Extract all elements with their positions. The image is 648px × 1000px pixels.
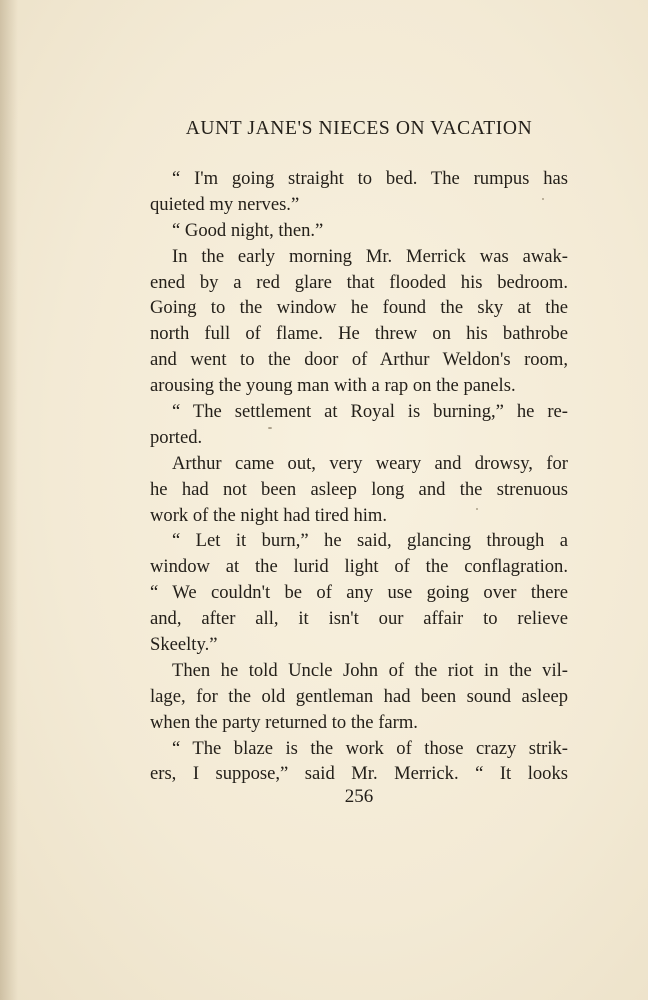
running-head: AUNT JANE'S NIECES ON VACATION — [185, 118, 533, 139]
paper-speck — [542, 198, 544, 200]
text-line: “ Good night, then.” — [172, 219, 324, 241]
paper-speck — [268, 427, 272, 429]
text-line: ported. — [150, 426, 203, 448]
text-line: ers, I suppose,” said Mr. Merrick. “ It looks — [150, 763, 568, 785]
text-line: and, after all, it isn't our affair to relieve — [150, 608, 568, 630]
text-line: quieted my nerves.” — [150, 193, 300, 215]
text-line: ened by a red glare that flooded his bedroom. — [150, 271, 568, 293]
text-line: he had not been asleep long and the strenuous — [150, 478, 568, 500]
paper-speck — [476, 508, 478, 510]
text-line: “ I'm going straight to bed. The rumpus has — [172, 168, 568, 189]
body-text — [150, 166, 568, 787]
text-line: north full of flame. He threw on his bathrobe — [150, 323, 568, 345]
text-line: In the early morning Mr. Merrick was awak- — [172, 245, 568, 267]
text-line: “ The settlement at Royal is burning,” he re- — [172, 401, 568, 423]
text-line: when the party returned to the farm. — [150, 711, 418, 733]
page-number: 256 — [344, 786, 374, 807]
text-line: arousing the young man with a rap on the panels. — [150, 375, 516, 397]
text-line: Then he told Uncle John of the riot in the vil- — [172, 659, 568, 681]
text-line: “ The blaze is the work of those crazy strik- — [172, 737, 568, 759]
text-line: Going to the window he found the sky at the — [150, 297, 568, 319]
text-line: Skeelty.” — [150, 634, 218, 656]
text-line: window at the lurid light of the conflagration. — [150, 556, 568, 578]
text-line: work of the night had tired him. — [150, 504, 388, 526]
text-line: “ Let it burn,” he said, glancing through a — [172, 530, 568, 552]
text-line: “ We couldn't be of any use going over there — [150, 582, 568, 604]
text-line: Arthur came out, very weary and drowsy, for — [172, 452, 568, 474]
text-line: lage, for the old gentleman had been sound asleep — [150, 685, 568, 707]
binding-shadow — [0, 0, 18, 1000]
text-line: and went to the door of Arthur Weldon's room, — [150, 349, 568, 371]
